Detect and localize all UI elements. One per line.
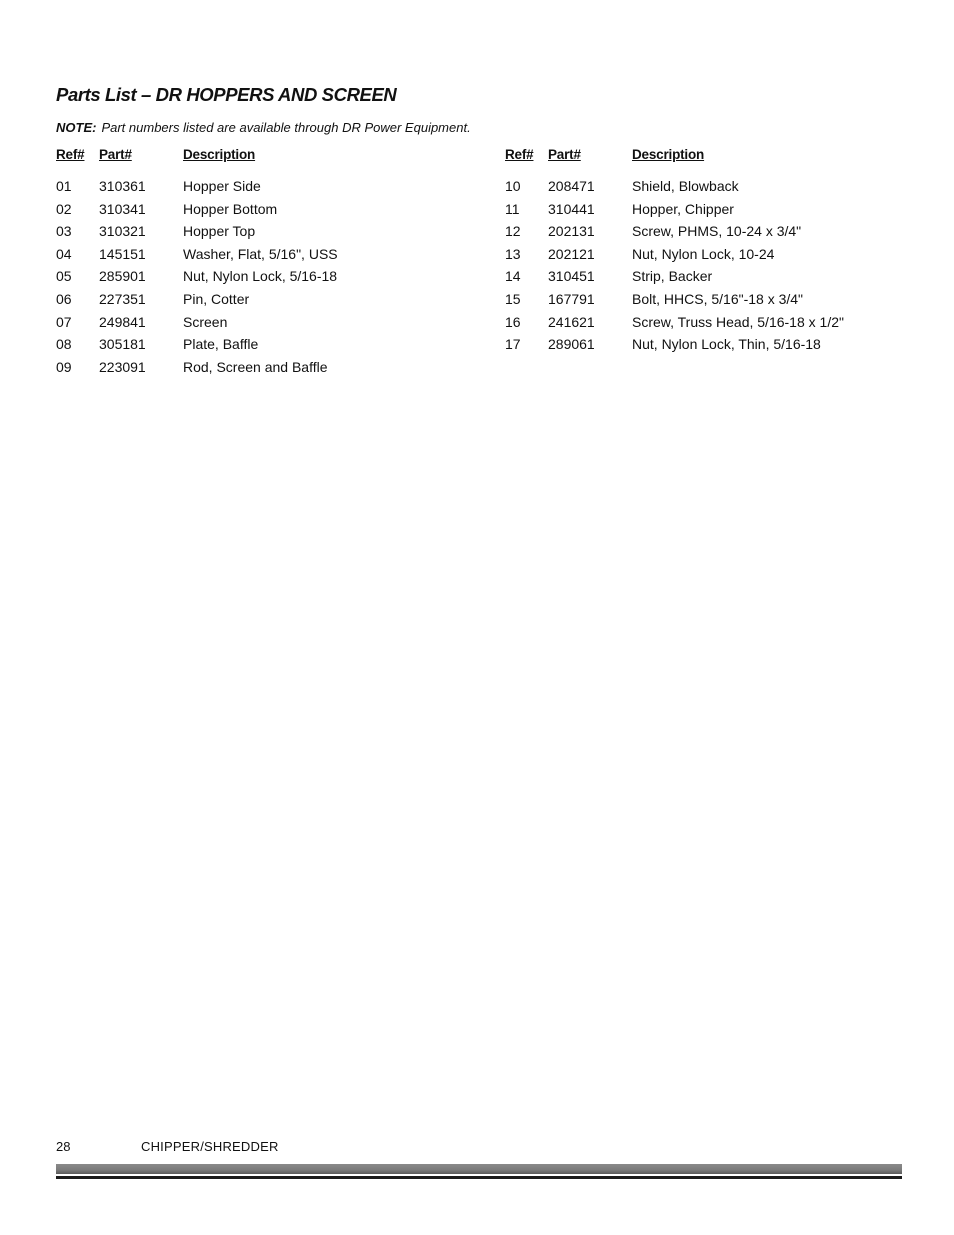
table-row bbox=[505, 314, 905, 337]
part-cell: 167791 bbox=[548, 290, 595, 307]
header-ref: Ref# bbox=[505, 147, 534, 162]
table-row bbox=[505, 178, 905, 201]
part-cell: 241621 bbox=[548, 313, 595, 330]
ref-cell: 09 bbox=[56, 358, 72, 375]
description-cell: Strip, Backer bbox=[632, 268, 713, 285]
description-cell: Hopper Side bbox=[183, 178, 261, 194]
header-part: Part# bbox=[99, 147, 132, 162]
part-cell: 310361 bbox=[99, 178, 146, 194]
table-row bbox=[56, 201, 456, 224]
table-row bbox=[56, 336, 456, 359]
note-text: Part numbers listed are available through DR Power Equipment. bbox=[101, 120, 471, 135]
ref-cell: 10 bbox=[505, 178, 521, 194]
part-cell: 145151 bbox=[99, 245, 146, 262]
description-cell: Pin, Cotter bbox=[183, 290, 250, 307]
ref-cell: 07 bbox=[56, 313, 72, 330]
ref-cell: 11 bbox=[505, 200, 520, 217]
part-cell: 310451 bbox=[548, 268, 595, 285]
part-cell: 310341 bbox=[99, 200, 146, 217]
table-row bbox=[505, 223, 905, 246]
description-cell: Nut, Nylon Lock, 5/16-18 bbox=[183, 268, 338, 285]
table-header bbox=[505, 147, 905, 167]
page-title: Parts List – DR HOPPERS AND SCREEN bbox=[56, 84, 397, 105]
table-row bbox=[505, 201, 905, 224]
part-cell: 285901 bbox=[99, 268, 146, 285]
part-cell: 227351 bbox=[99, 290, 146, 307]
part-cell: 249841 bbox=[99, 313, 146, 330]
table-row bbox=[56, 314, 456, 337]
part-cell: 223091 bbox=[99, 358, 146, 375]
part-cell: 310321 bbox=[99, 223, 146, 240]
description-cell: Hopper Top bbox=[183, 223, 256, 240]
description-cell: Bolt, HHCS, 5/16"-18 x 3/4" bbox=[632, 290, 804, 307]
description-cell: Plate, Baffle bbox=[183, 336, 259, 353]
ref-cell: 16 bbox=[505, 313, 521, 330]
table-row bbox=[505, 268, 905, 291]
footer-bar bbox=[56, 1164, 902, 1174]
description-cell: Screw, PHMS, 10-24 x 3/4" bbox=[632, 223, 802, 240]
description-cell: Shield, Blowback bbox=[632, 178, 739, 194]
table-row bbox=[505, 336, 905, 359]
ref-cell: 01 bbox=[56, 178, 72, 194]
description-cell: Screw, Truss Head, 5/16-18 x 1/2" bbox=[632, 313, 844, 330]
description-cell: Hopper, Chipper bbox=[632, 200, 734, 217]
ref-cell: 05 bbox=[56, 268, 72, 285]
part-cell: 202121 bbox=[548, 245, 595, 262]
page-number: 28 bbox=[56, 1139, 71, 1154]
header-description: Description bbox=[183, 147, 256, 162]
ref-cell: 14 bbox=[505, 268, 521, 285]
part-cell: 310441 bbox=[548, 200, 595, 217]
table-row bbox=[56, 359, 456, 382]
ref-cell: 15 bbox=[505, 290, 521, 307]
footer-rule bbox=[56, 1176, 902, 1179]
header-description: Description bbox=[632, 147, 705, 162]
description-cell: Hopper Bottom bbox=[183, 200, 278, 217]
parts-table-right bbox=[505, 147, 905, 359]
description-cell: Screen bbox=[183, 313, 228, 330]
ref-cell: 02 bbox=[56, 200, 72, 217]
ref-cell: 04 bbox=[56, 245, 72, 262]
note bbox=[56, 120, 471, 135]
part-cell: 305181 bbox=[99, 336, 146, 353]
table-row bbox=[505, 291, 905, 314]
table-row bbox=[56, 223, 456, 246]
footer-section-title: CHIPPER/SHREDDER bbox=[141, 1139, 279, 1154]
table-row bbox=[56, 291, 456, 314]
header-ref: Ref# bbox=[56, 147, 85, 162]
part-cell: 202131 bbox=[548, 223, 595, 240]
table-row bbox=[56, 268, 456, 291]
table-row bbox=[56, 246, 456, 269]
ref-cell: 12 bbox=[505, 223, 521, 240]
table-header bbox=[56, 147, 456, 167]
part-cell: 208471 bbox=[548, 178, 595, 194]
description-cell: Rod, Screen and Baffle bbox=[183, 358, 328, 375]
description-cell: Nut, Nylon Lock, Thin, 5/16-18 bbox=[632, 336, 821, 353]
ref-cell: 08 bbox=[56, 336, 72, 353]
ref-cell: 17 bbox=[505, 336, 521, 353]
ref-cell: 03 bbox=[56, 223, 72, 240]
description-cell: Washer, Flat, 5/16", USS bbox=[183, 245, 338, 262]
header-part: Part# bbox=[548, 147, 581, 162]
ref-cell: 13 bbox=[505, 245, 521, 262]
table-row bbox=[56, 178, 456, 201]
part-cell: 289061 bbox=[548, 336, 595, 353]
note-label: NOTE: bbox=[56, 120, 97, 135]
table-row bbox=[505, 246, 905, 269]
description-cell: Nut, Nylon Lock, 10-24 bbox=[632, 245, 775, 262]
parts-table-left bbox=[56, 147, 456, 381]
ref-cell: 06 bbox=[56, 290, 72, 307]
